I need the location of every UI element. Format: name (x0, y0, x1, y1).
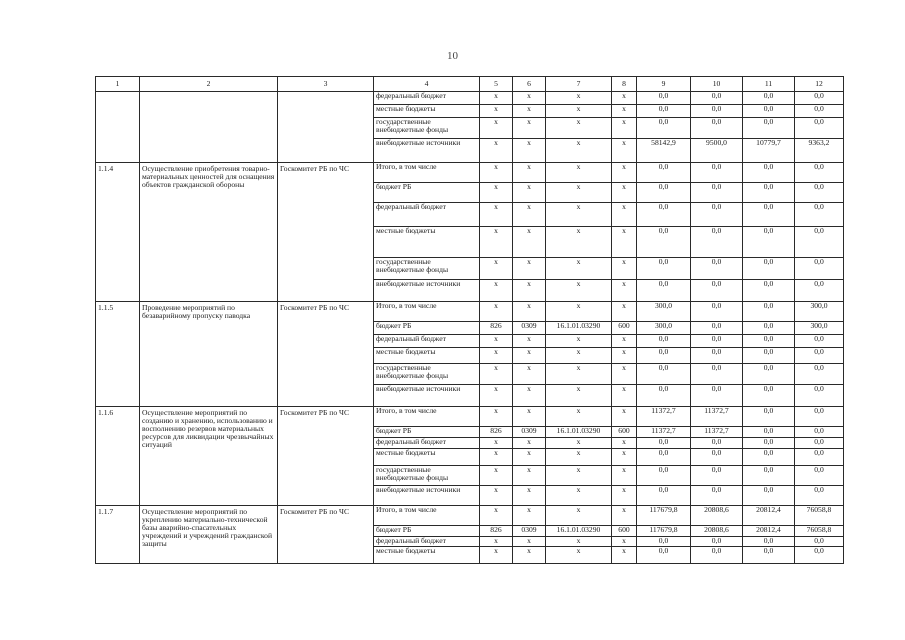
cell-c11: 0,0 (743, 407, 795, 427)
measure-name: Осуществление мероприятий по укреплению материально-технической базы аварийно-спасательных учреждений и учреждений гражданской защиты (140, 506, 278, 564)
cell-c9: 0,0 (637, 118, 691, 139)
cell-c7: x (546, 105, 612, 118)
cell-c11: 0,0 (743, 438, 795, 449)
cell-c11: 0,0 (743, 203, 795, 227)
cell-c10: 9500,0 (691, 139, 743, 163)
cell-c8: x (612, 547, 637, 564)
cell-c6: x (513, 105, 546, 118)
cell-c8: x (612, 335, 637, 348)
cell-c7: x (546, 302, 612, 322)
cell-c9: 0,0 (637, 449, 691, 466)
cell-c6: 0309 (513, 322, 546, 335)
measure-name: Осуществление мероприятий по созданию и хранению, использованию и восполнению резервов материальных ресурсов для ликвидации чрезвычайных ситуаций (140, 407, 278, 506)
cell-c6: x (513, 203, 546, 227)
funding-source: государственные внебюджетные фонды (374, 364, 480, 385)
cell-c6: x (513, 227, 546, 258)
cell-c11: 0,0 (743, 427, 795, 438)
cell-c8: x (612, 105, 637, 118)
funding-source: бюджет РБ (374, 183, 480, 203)
cell-c9: 0,0 (637, 537, 691, 547)
cell-c5: x (480, 105, 513, 118)
cell-c6: x (513, 163, 546, 183)
cell-c6: x (513, 335, 546, 348)
cell-c5: x (480, 547, 513, 564)
cell-c9: 0,0 (637, 280, 691, 302)
measure-code (96, 92, 140, 163)
cell-c7: x (546, 92, 612, 105)
cell-c9: 0,0 (637, 486, 691, 506)
cell-c5: x (480, 348, 513, 364)
cell-c12: 0,0 (795, 183, 844, 203)
cell-c8: x (612, 506, 637, 526)
cell-c8: x (612, 183, 637, 203)
cell-c12: 0,0 (795, 427, 844, 438)
column-number-row (96, 77, 844, 92)
cell-c7: 16.1.01.03290 (546, 427, 612, 438)
cell-c6: 0309 (513, 427, 546, 438)
cell-c11: 0,0 (743, 364, 795, 385)
cell-c10: 0,0 (691, 466, 743, 486)
cell-c10: 0,0 (691, 183, 743, 203)
cell-c11: 0,0 (743, 258, 795, 280)
cell-c5: x (480, 183, 513, 203)
funding-source: бюджет РБ (374, 526, 480, 537)
cell-c8: x (612, 364, 637, 385)
cell-c8: x (612, 486, 637, 506)
cell-c10: 0,0 (691, 364, 743, 385)
col-header: 11 (743, 77, 795, 92)
cell-c11: 0,0 (743, 335, 795, 348)
cell-c7: x (546, 407, 612, 427)
funding-source: государственные внебюджетные фонды (374, 118, 480, 139)
measure-code: 1.1.4 (96, 163, 140, 302)
cell-c12: 0,0 (795, 466, 844, 486)
cell-c10: 0,0 (691, 227, 743, 258)
cell-c12: 0,0 (795, 364, 844, 385)
cell-c10: 11372,7 (691, 407, 743, 427)
cell-c11: 0,0 (743, 280, 795, 302)
funding-source: местные бюджеты (374, 449, 480, 466)
page-number: 10 (447, 50, 458, 62)
cell-c12: 76058,8 (795, 526, 844, 537)
cell-c6: x (513, 449, 546, 466)
cell-c5: x (480, 449, 513, 466)
measure-code: 1.1.6 (96, 407, 140, 506)
cell-c7: x (546, 348, 612, 364)
cell-c5: x (480, 280, 513, 302)
funding-source: Итого, в том числе (374, 302, 480, 322)
cell-c11: 10779,7 (743, 139, 795, 163)
col-header: 5 (480, 77, 513, 92)
cell-c12: 76058,8 (795, 506, 844, 526)
cell-c8: 600 (612, 322, 637, 335)
cell-c6: x (513, 183, 546, 203)
cell-c7: x (546, 183, 612, 203)
col-header: 6 (513, 77, 546, 92)
cell-c10: 0,0 (691, 348, 743, 364)
cell-c12: 0,0 (795, 163, 844, 183)
cell-c7: x (546, 547, 612, 564)
cell-c8: x (612, 537, 637, 547)
col-header: 10 (691, 77, 743, 92)
cell-c12: 0,0 (795, 280, 844, 302)
cell-c8: x (612, 118, 637, 139)
cell-c11: 0,0 (743, 118, 795, 139)
col-header: 4 (374, 77, 480, 92)
funding-source: Итого, в том числе (374, 506, 480, 526)
cell-c5: x (480, 486, 513, 506)
cell-c12: 0,0 (795, 258, 844, 280)
col-header: 7 (546, 77, 612, 92)
cell-c9: 58142,9 (637, 139, 691, 163)
cell-c11: 0,0 (743, 163, 795, 183)
cell-c11: 0,0 (743, 486, 795, 506)
cell-c5: x (480, 139, 513, 163)
cell-c11: 0,0 (743, 302, 795, 322)
cell-c5: x (480, 163, 513, 183)
cell-c10: 0,0 (691, 385, 743, 407)
cell-c6: x (513, 407, 546, 427)
cell-c7: x (546, 258, 612, 280)
cell-c5: x (480, 506, 513, 526)
cell-c12: 0,0 (795, 449, 844, 466)
cell-c11: 0,0 (743, 183, 795, 203)
cell-c10: 0,0 (691, 163, 743, 183)
cell-c10: 0,0 (691, 92, 743, 105)
cell-c10: 0,0 (691, 449, 743, 466)
cell-c7: x (546, 385, 612, 407)
responsible-executor: Госкомитет РБ по ЧС (278, 302, 374, 407)
cell-c12: 0,0 (795, 105, 844, 118)
cell-c5: x (480, 537, 513, 547)
cell-c9: 117679,8 (637, 506, 691, 526)
cell-c9: 0,0 (637, 258, 691, 280)
cell-c8: x (612, 203, 637, 227)
cell-c11: 20812,4 (743, 526, 795, 537)
cell-c7: x (546, 466, 612, 486)
cell-c9: 0,0 (637, 105, 691, 118)
cell-c7: x (546, 227, 612, 258)
cell-c8: x (612, 449, 637, 466)
col-header: 2 (140, 77, 278, 92)
cell-c11: 0,0 (743, 547, 795, 564)
cell-c9: 0,0 (637, 385, 691, 407)
cell-c5: x (480, 438, 513, 449)
cell-c5: x (480, 364, 513, 385)
cell-c11: 0,0 (743, 466, 795, 486)
funding-source: федеральный бюджет (374, 203, 480, 227)
cell-c6: x (513, 280, 546, 302)
cell-c10: 0,0 (691, 118, 743, 139)
responsible-executor: Госкомитет РБ по ЧС (278, 163, 374, 302)
col-header: 8 (612, 77, 637, 92)
cell-c6: x (513, 118, 546, 139)
cell-c10: 20808,6 (691, 506, 743, 526)
cell-c7: 16.1.01.03290 (546, 322, 612, 335)
cell-c9: 0,0 (637, 438, 691, 449)
cell-c9: 11372,7 (637, 427, 691, 438)
cell-c8: x (612, 348, 637, 364)
cell-c11: 0,0 (743, 322, 795, 335)
cell-c5: x (480, 227, 513, 258)
funding-source: Итого, в том числе (374, 407, 480, 427)
cell-c7: x (546, 139, 612, 163)
cell-c5: x (480, 407, 513, 427)
cell-c9: 117679,8 (637, 526, 691, 537)
cell-c8: x (612, 227, 637, 258)
cell-c7: x (546, 449, 612, 466)
funding-source: Итого, в том числе (374, 163, 480, 183)
responsible-executor: Госкомитет РБ по ЧС (278, 506, 374, 564)
cell-c8: x (612, 139, 637, 163)
cell-c7: x (546, 280, 612, 302)
cell-c12: 0,0 (795, 348, 844, 364)
cell-c6: x (513, 258, 546, 280)
cell-c7: x (546, 118, 612, 139)
cell-c12: 300,0 (795, 302, 844, 322)
cell-c9: 11372,7 (637, 407, 691, 427)
col-header: 12 (795, 77, 844, 92)
measure-name (140, 92, 278, 163)
cell-c9: 0,0 (637, 348, 691, 364)
cell-c7: x (546, 203, 612, 227)
table-row (96, 506, 844, 526)
col-header: 1 (96, 77, 140, 92)
cell-c8: x (612, 407, 637, 427)
cell-c7: x (546, 364, 612, 385)
table-row (96, 407, 844, 427)
cell-c9: 0,0 (637, 203, 691, 227)
cell-c5: x (480, 466, 513, 486)
cell-c8: x (612, 280, 637, 302)
cell-c12: 9363,2 (795, 139, 844, 163)
cell-c9: 300,0 (637, 322, 691, 335)
funding-source: федеральный бюджет (374, 92, 480, 105)
cell-c6: x (513, 302, 546, 322)
cell-c10: 11372,7 (691, 427, 743, 438)
funding-source: государственные внебюджетные фонды (374, 466, 480, 486)
funding-source: местные бюджеты (374, 227, 480, 258)
cell-c5: x (480, 302, 513, 322)
cell-c10: 0,0 (691, 302, 743, 322)
funding-source: местные бюджеты (374, 348, 480, 364)
table-row (96, 92, 844, 105)
cell-c9: 300,0 (637, 302, 691, 322)
cell-c10: 20808,6 (691, 526, 743, 537)
cell-c6: x (513, 506, 546, 526)
cell-c5: x (480, 118, 513, 139)
cell-c11: 0,0 (743, 348, 795, 364)
cell-c7: x (546, 335, 612, 348)
cell-c12: 0,0 (795, 227, 844, 258)
funding-source: внебюджетные источники (374, 139, 480, 163)
cell-c12: 0,0 (795, 92, 844, 105)
funding-source: внебюджетные источники (374, 486, 480, 506)
cell-c11: 0,0 (743, 385, 795, 407)
cell-c5: x (480, 92, 513, 105)
col-header: 3 (278, 77, 374, 92)
cell-c9: 0,0 (637, 183, 691, 203)
cell-c10: 0,0 (691, 486, 743, 506)
cell-c6: x (513, 139, 546, 163)
cell-c12: 0,0 (795, 335, 844, 348)
cell-c9: 0,0 (637, 335, 691, 348)
cell-c6: x (513, 486, 546, 506)
cell-c6: x (513, 547, 546, 564)
cell-c6: x (513, 348, 546, 364)
funding-source: местные бюджеты (374, 105, 480, 118)
cell-c6: 0309 (513, 526, 546, 537)
cell-c7: x (546, 438, 612, 449)
cell-c6: x (513, 537, 546, 547)
cell-c10: 0,0 (691, 537, 743, 547)
cell-c10: 0,0 (691, 335, 743, 348)
cell-c9: 0,0 (637, 163, 691, 183)
measure-code: 1.1.7 (96, 506, 140, 564)
funding-source: внебюджетные источники (374, 385, 480, 407)
cell-c7: x (546, 537, 612, 547)
cell-c9: 0,0 (637, 466, 691, 486)
funding-source: внебюджетные источники (374, 280, 480, 302)
cell-c6: x (513, 466, 546, 486)
cell-c5: x (480, 203, 513, 227)
cell-c5: 826 (480, 526, 513, 537)
cell-c8: x (612, 466, 637, 486)
cell-c5: x (480, 385, 513, 407)
cell-c8: x (612, 163, 637, 183)
cell-c10: 0,0 (691, 258, 743, 280)
cell-c11: 0,0 (743, 227, 795, 258)
cell-c5: x (480, 335, 513, 348)
cell-c12: 0,0 (795, 385, 844, 407)
cell-c12: 0,0 (795, 438, 844, 449)
cell-c12: 0,0 (795, 486, 844, 506)
cell-c9: 0,0 (637, 92, 691, 105)
funding-source: федеральный бюджет (374, 335, 480, 348)
cell-c6: x (513, 385, 546, 407)
cell-c8: x (612, 438, 637, 449)
cell-c6: x (513, 438, 546, 449)
cell-c10: 0,0 (691, 203, 743, 227)
funding-source: федеральный бюджет (374, 438, 480, 449)
cell-c9: 0,0 (637, 547, 691, 564)
cell-c11: 0,0 (743, 537, 795, 547)
cell-c8: x (612, 92, 637, 105)
cell-c12: 0,0 (795, 537, 844, 547)
cell-c12: 0,0 (795, 203, 844, 227)
responsible-executor (278, 92, 374, 163)
funding-source: местные бюджеты (374, 547, 480, 564)
cell-c10: 0,0 (691, 105, 743, 118)
measure-name: Осуществление приобретения товарно-материальных ценностей для оснащения объектов гражданской обороны (140, 163, 278, 302)
cell-c5: 826 (480, 322, 513, 335)
cell-c12: 0,0 (795, 407, 844, 427)
cell-c10: 0,0 (691, 280, 743, 302)
cell-c6: x (513, 364, 546, 385)
cell-c8: x (612, 385, 637, 407)
cell-c11: 0,0 (743, 92, 795, 105)
measure-name: Проведение мероприятий по безаварийному пропуску паводка (140, 302, 278, 407)
cell-c12: 0,0 (795, 547, 844, 564)
cell-c10: 0,0 (691, 438, 743, 449)
cell-c12: 300,0 (795, 322, 844, 335)
cell-c8: 600 (612, 427, 637, 438)
cell-c7: x (546, 163, 612, 183)
col-header: 9 (637, 77, 691, 92)
cell-c7: x (546, 486, 612, 506)
cell-c9: 0,0 (637, 364, 691, 385)
cell-c5: x (480, 258, 513, 280)
cell-c9: 0,0 (637, 227, 691, 258)
cell-c10: 0,0 (691, 547, 743, 564)
cell-c7: x (546, 506, 612, 526)
table-row (96, 163, 844, 183)
table-body (96, 77, 844, 564)
cell-c8: x (612, 258, 637, 280)
cell-c11: 20812,4 (743, 506, 795, 526)
cell-c11: 0,0 (743, 449, 795, 466)
responsible-executor: Госкомитет РБ по ЧС (278, 407, 374, 506)
funding-source: государственные внебюджетные фонды (374, 258, 480, 280)
measure-code: 1.1.5 (96, 302, 140, 407)
cell-c5: 826 (480, 427, 513, 438)
cell-c11: 0,0 (743, 105, 795, 118)
funding-source: федеральный бюджет (374, 537, 480, 547)
cell-c8: 600 (612, 526, 637, 537)
funding-source: бюджет РБ (374, 427, 480, 438)
cell-c6: x (513, 92, 546, 105)
budget-table (95, 76, 844, 564)
funding-source: бюджет РБ (374, 322, 480, 335)
cell-c8: x (612, 302, 637, 322)
cell-c7: 16.1.01.03290 (546, 526, 612, 537)
cell-c12: 0,0 (795, 118, 844, 139)
table-row (96, 302, 844, 322)
cell-c10: 0,0 (691, 322, 743, 335)
